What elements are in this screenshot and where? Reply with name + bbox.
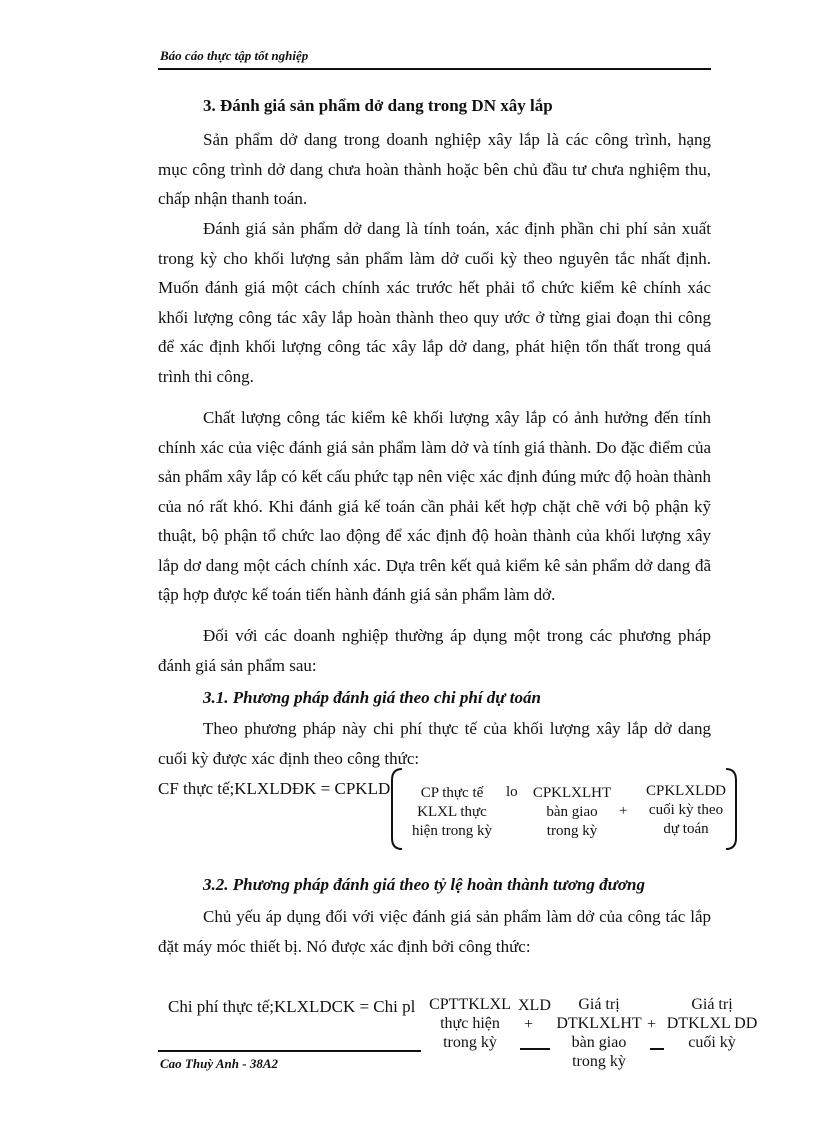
formula-2-cell-1-line-3: trong kỳ xyxy=(443,1034,497,1051)
formula-2-cell-3-line-3: cuối kỳ xyxy=(688,1034,736,1051)
formula-2-lhs: Chi phí thực tế;KLXLDCK = Chi pl xyxy=(168,997,416,1016)
formula-2-cell-1 xyxy=(422,995,518,1052)
section-3-2-heading: 3.2. Phương pháp đánh giá theo tỷ lệ hoàn thành tương đương xyxy=(203,875,645,894)
formula-1-cell-1-line-2: KLXL thực xyxy=(417,804,487,820)
paragraph-4: Đối với các doanh nghiệp thường áp dụng một trong các phương pháp đánh giá sản phẩm sau: xyxy=(158,626,711,675)
formula-1-cell-3-line-3: dự toán xyxy=(663,821,709,837)
formula-2-cell-3-line-2: DTKLXL DD xyxy=(666,1015,758,1032)
formula-2-cell-2 xyxy=(554,995,644,1071)
footer-author: Cao Thuỳ Anh - 38A2 xyxy=(160,1056,278,1071)
formula-2-cell-3-line-1: Giá trị xyxy=(691,996,733,1013)
formula-1-cell-2 xyxy=(526,784,618,841)
formula-1-right-bracket xyxy=(724,768,740,850)
formula-1-cell-2-line-3: trong kỳ xyxy=(546,823,598,839)
formula-1-cell-3-line-2: cuối kỳ theo xyxy=(648,802,724,818)
running-header: Báo cáo thực tập tốt nghiệp xyxy=(160,48,309,63)
formula-1-fragment: lo xyxy=(506,784,518,800)
formula-2-fragment: XLD xyxy=(518,997,551,1014)
formula-1-left-bracket xyxy=(388,768,404,850)
formula-1-cell-2-line-1: CPKLXLHT xyxy=(532,785,612,801)
header-rule xyxy=(158,68,711,70)
formula-1-cell-1 xyxy=(404,784,500,841)
formula-1-cell-1-line-3: hiện trong kỳ xyxy=(412,823,492,839)
formula-2-cell-2-line-4: trong kỳ xyxy=(572,1053,626,1070)
formula-2-cell-1-line-2: thực hiện xyxy=(440,1015,500,1032)
footer-rule xyxy=(158,1050,421,1052)
formula-2-fraction-bar-2 xyxy=(650,1048,664,1050)
paragraph-1: Sản phẩm dở dang trong doanh nghiệp xây lắp là các công trình, hạng mục công trình dở dang chưa hoàn thành hoặc bên chủ đầu tư chưa nghiệm thu, chấp nhận thanh toán. xyxy=(158,130,711,208)
formula-1-cell-3-line-1: CPKLXLDD xyxy=(645,783,726,799)
formula-2-cell-2-line-3: bàn giao xyxy=(571,1034,627,1051)
section-3-heading: 3. Đánh giá sản phẩm dở dang trong DN xây lắp xyxy=(203,96,553,115)
section-3-1-heading: 3.1. Phương pháp đánh giá theo chi phí dự toán xyxy=(203,688,541,707)
formula-2-plus-2: + xyxy=(647,1016,657,1033)
formula-2-cell-3 xyxy=(664,995,760,1052)
formula-1-cell-3 xyxy=(640,782,732,839)
paragraph-3: Chất lượng công tác kiểm kê khối lượng xây lắp có ảnh hưởng đến tính chính xác của việc đánh giá sản phẩm làm dở và tính giá thành. Do đặc điểm của sản phẩm xây lắp có kết cấu phức tạp nên việc xác định đúng mức độ hoàn thành của nó rất khó. Khi đánh giá kế toán cần phải kết hợp chặt chẽ với bộ phận kỹ thuật, bộ phận tổ chức lao động để xác định độ hoàn thành của khối lượng xây lắp dơ dang một cách chính xác. Dựa trên kết quả kiểm kê sản phẩm dở dang đã tập hợp được kế toán tiến hành đánh giá sản phẩm làm dở. xyxy=(158,408,711,604)
formula-2-cell-2-line-2: DTKLXLHT xyxy=(556,1015,642,1032)
section-3-2-paragraph: Chủ yếu áp dụng đối với việc đánh giá sản phẩm làm dở của công tác lắp đặt máy móc thiết bị. Nó được xác định bởi công thức: xyxy=(158,907,711,956)
formula-1-cell-1-line-1: CP thực tế xyxy=(420,785,484,801)
formula-1-plus: + xyxy=(619,803,628,819)
formula-2-cell-1-line-1: CPTTKLXL xyxy=(429,996,511,1013)
formula-1-cell-2-line-2: bàn giao xyxy=(546,804,598,820)
formula-2-cell-2-line-1: Giá trị xyxy=(578,996,620,1013)
section-3-1-paragraph: Theo phương pháp này chi phí thực tế của khối lượng xây lắp dở dang cuối kỳ được xác định theo công thức: xyxy=(158,719,711,768)
formula-2-fraction-bar-1 xyxy=(520,1048,550,1050)
formula-1-lhs: CF thực tế;KLXLDĐK = CPKLD xyxy=(158,779,391,798)
paragraph-2: Đánh giá sản phẩm dở dang là tính toán, xác định phần chi phí sản xuất trong kỳ cho khối lượng sản phẩm làm dở cuối kỳ theo nguyên tắc nhất định. Muốn đánh giá một cách chính xác trước hết phải tổ chức kiểm kê chính xác khối lượng công tác xây lắp hoàn thành theo quy ước ở từng giai đoạn thi công để xác định khối lượng công tác xây lắp dở dang, phát hiện tổn thất trong quá trình thi công. xyxy=(158,219,711,386)
formula-2-plus-1: + xyxy=(524,1016,534,1033)
